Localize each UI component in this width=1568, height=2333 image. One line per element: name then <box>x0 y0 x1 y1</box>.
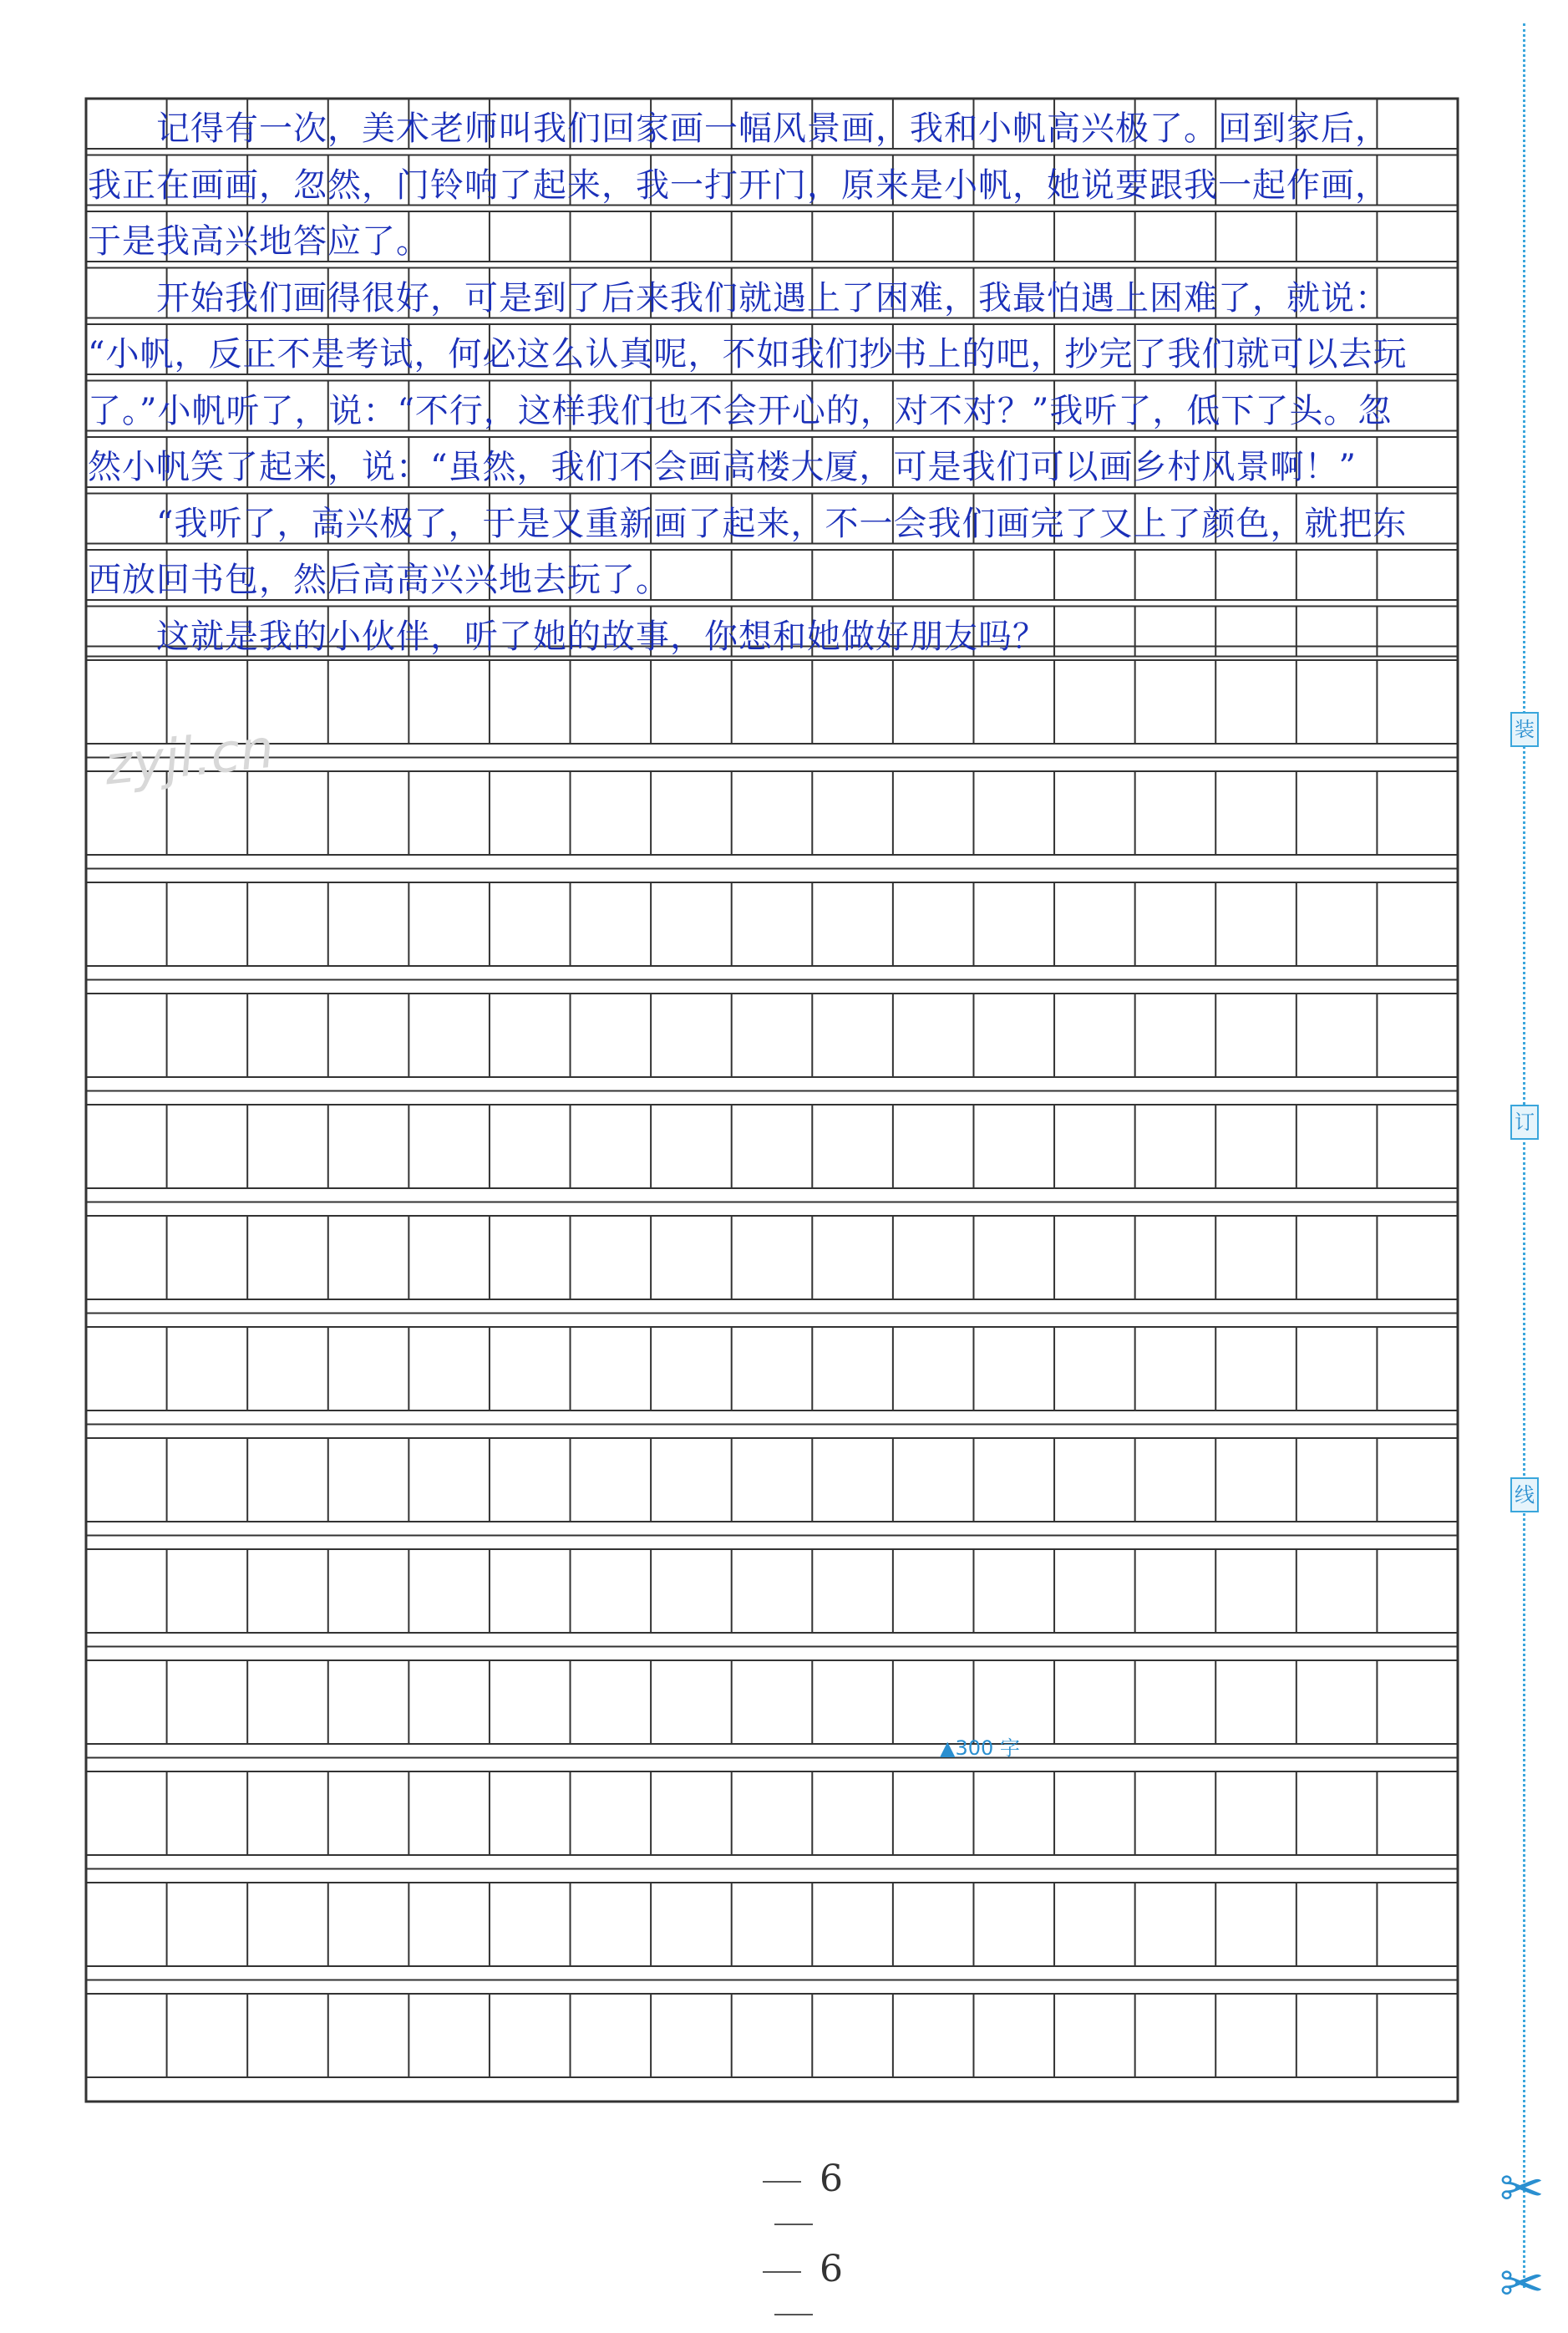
side-label-ding: 订 <box>1510 1105 1539 1140</box>
page-number: 6 <box>710 2158 877 2243</box>
word-count-marker: ▲300 字 <box>940 1736 1020 1760</box>
essay-line: 于是我高兴地答应了。 <box>88 222 430 261</box>
scissors-icon-repeat: ✂ <box>1499 2254 1545 2315</box>
binding-cut-line <box>1523 23 1525 2288</box>
side-label-xian: 线 <box>1510 1477 1539 1512</box>
essay-line: 了。”小帆听了，说：“不行，这样我们也不会开心的，对不对？”我听了，低下了头。忽 <box>88 391 1393 430</box>
side-label-zhuang: 装 <box>1510 712 1539 747</box>
scissors-icon: ✂ <box>1499 2158 1545 2220</box>
essay-line: 然小帆笑了起来，说：“虽然，我们不会画高楼大厦，可是我们可以画乡村风景啊！” <box>88 448 1357 486</box>
essay-line: 开始我们画得很好，可是到了后来我们就遇上了困难，我最怕遇上困难了，就说： <box>88 278 1389 318</box>
essay-line: 我正在画画，忽然，门铃响了起来，我一打开门，原来是小帆，她说要跟我一起作画， <box>88 165 1389 205</box>
essay-line: “我听了，高兴极了，于是又重新画了起来，不一会我们画完了又上了颜色，就把东 <box>88 504 1408 543</box>
page-number-repeat: 6 <box>710 2248 877 2333</box>
essay-line: “小帆，反正不是考试，何必这么认真呢，不如我们抄书上的吧，抄完了我们就可以去玩 <box>88 335 1408 374</box>
essay-line: 西放回书包，然后高高兴兴地去玩了。 <box>88 561 670 599</box>
watermark: zyjl.cn <box>101 718 277 798</box>
essay-line: 记得有一次，美术老师叫我们回家画一幅风景画，我和小帆高兴极了。回到家后， <box>88 109 1389 148</box>
essay-line: 这就是我的小伙伴，听了她的故事，你想和她做好朋友吗？ <box>88 617 1047 656</box>
